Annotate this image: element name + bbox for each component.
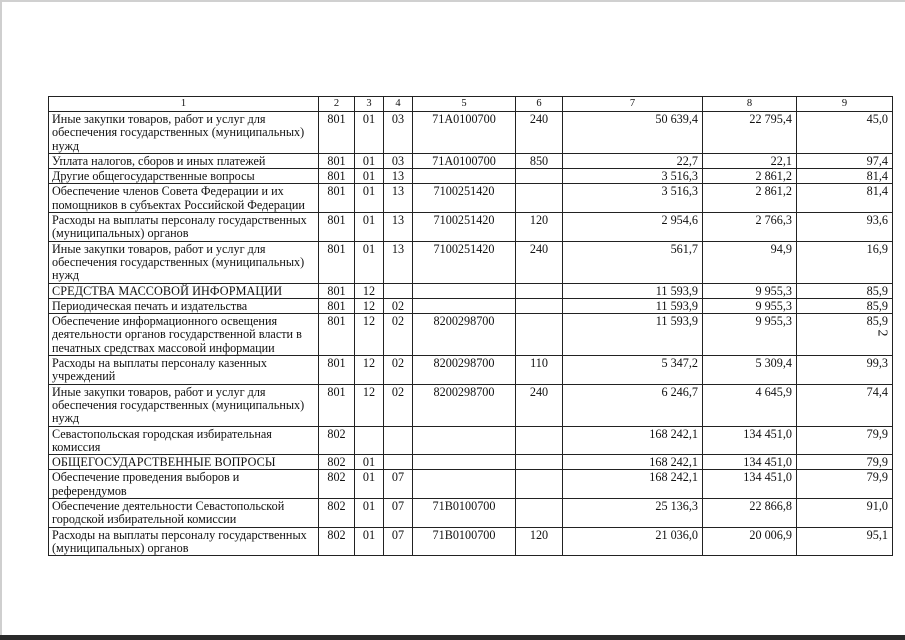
table-row bbox=[49, 527, 893, 556]
plan-amount: 22,7 bbox=[563, 153, 703, 168]
target-article-code bbox=[413, 470, 516, 499]
item-name: Севастопольская городская избирательная комиссия bbox=[49, 426, 319, 455]
item-name: Расходы на выплаты персоналу государственных (муниципальных) органов bbox=[49, 213, 319, 242]
expense-type-code: 110 bbox=[516, 356, 563, 385]
plan-amount: 25 136,3 bbox=[563, 499, 703, 528]
section-code: 01 bbox=[355, 153, 384, 168]
budget-table bbox=[48, 96, 893, 556]
executed-amount: 22,1 bbox=[703, 153, 797, 168]
executed-amount: 2 861,2 bbox=[703, 184, 797, 213]
section-code: 12 bbox=[355, 298, 384, 313]
expense-type-code: 120 bbox=[516, 213, 563, 242]
plan-amount: 11 593,9 bbox=[563, 283, 703, 298]
item-name: Иные закупки товаров, работ и услуг для обеспечения государственных (муниципальных) нужд bbox=[49, 112, 319, 154]
executed-amount: 134 451,0 bbox=[703, 455, 797, 470]
item-name: Другие общегосударственные вопросы bbox=[49, 169, 319, 184]
executed-amount: 134 451,0 bbox=[703, 470, 797, 499]
plan-amount: 21 036,0 bbox=[563, 527, 703, 556]
target-article-code bbox=[413, 169, 516, 184]
execution-percent: 85,9 bbox=[797, 283, 893, 298]
target-article-code: 71В0100700 bbox=[413, 499, 516, 528]
execution-percent: 91,0 bbox=[797, 499, 893, 528]
table-row bbox=[49, 499, 893, 528]
target-article-code: 7100251420 bbox=[413, 184, 516, 213]
table-row bbox=[49, 384, 893, 426]
target-article-code: 8200298700 bbox=[413, 384, 516, 426]
subsection-code: 02 bbox=[384, 384, 413, 426]
execution-percent: 74,4 bbox=[797, 384, 893, 426]
plan-amount: 5 347,2 bbox=[563, 356, 703, 385]
table-row bbox=[49, 213, 893, 242]
ministry-code: 801 bbox=[319, 314, 355, 356]
subsection-code bbox=[384, 426, 413, 455]
executed-amount: 2 861,2 bbox=[703, 169, 797, 184]
section-code: 01 bbox=[355, 499, 384, 528]
executed-amount: 9 955,3 bbox=[703, 298, 797, 313]
table-row bbox=[49, 283, 893, 298]
executed-amount: 22 795,4 bbox=[703, 112, 797, 154]
plan-amount: 561,7 bbox=[563, 241, 703, 283]
table-row bbox=[49, 184, 893, 213]
item-name: Уплата налогов, сборов и иных платежей bbox=[49, 153, 319, 168]
subsection-code: 03 bbox=[384, 112, 413, 154]
scan-edge-left bbox=[0, 0, 2, 640]
target-article-code bbox=[413, 298, 516, 313]
item-name: СРЕДСТВА МАССОВОЙ ИНФОРМАЦИИ bbox=[49, 283, 319, 298]
column-header: 3 bbox=[355, 97, 384, 112]
ministry-code: 802 bbox=[319, 499, 355, 528]
table-row bbox=[49, 298, 893, 313]
expense-type-code: 850 bbox=[516, 153, 563, 168]
plan-amount: 168 242,1 bbox=[563, 455, 703, 470]
subsection-code: 13 bbox=[384, 213, 413, 242]
section-code: 01 bbox=[355, 169, 384, 184]
expense-type-code bbox=[516, 283, 563, 298]
item-name: Периодическая печать и издательства bbox=[49, 298, 319, 313]
table-row bbox=[49, 169, 893, 184]
expense-type-code bbox=[516, 169, 563, 184]
ministry-code: 801 bbox=[319, 184, 355, 213]
column-header: 9 bbox=[797, 97, 893, 112]
expense-type-code bbox=[516, 314, 563, 356]
column-header: 1 bbox=[49, 97, 319, 112]
section-code: 01 bbox=[355, 112, 384, 154]
item-name: Расходы на выплаты персоналу государственных (муниципальных) органов bbox=[49, 527, 319, 556]
subsection-code: 13 bbox=[384, 169, 413, 184]
table-row bbox=[49, 426, 893, 455]
subsection-code: 13 bbox=[384, 241, 413, 283]
plan-amount: 3 516,3 bbox=[563, 169, 703, 184]
column-header: 5 bbox=[413, 97, 516, 112]
subsection-code: 07 bbox=[384, 499, 413, 528]
item-name: ОБЩЕГОСУДАРСТВЕННЫЕ ВОПРОСЫ bbox=[49, 455, 319, 470]
column-header: 8 bbox=[703, 97, 797, 112]
ministry-code: 801 bbox=[319, 213, 355, 242]
subsection-code: 02 bbox=[384, 298, 413, 313]
item-name: Обеспечение проведения выборов и референдумов bbox=[49, 470, 319, 499]
subsection-code: 07 bbox=[384, 527, 413, 556]
executed-amount: 20 006,9 bbox=[703, 527, 797, 556]
column-header: 4 bbox=[384, 97, 413, 112]
table-row bbox=[49, 314, 893, 356]
target-article-code: 7100251420 bbox=[413, 241, 516, 283]
table-row bbox=[49, 356, 893, 385]
ministry-code: 802 bbox=[319, 426, 355, 455]
plan-amount: 6 246,7 bbox=[563, 384, 703, 426]
section-code: 01 bbox=[355, 184, 384, 213]
expense-type-code: 120 bbox=[516, 527, 563, 556]
target-article-code: 71А0100700 bbox=[413, 112, 516, 154]
section-code: 01 bbox=[355, 241, 384, 283]
subsection-code: 13 bbox=[384, 184, 413, 213]
ministry-code: 801 bbox=[319, 153, 355, 168]
ministry-code: 801 bbox=[319, 384, 355, 426]
column-header: 6 bbox=[516, 97, 563, 112]
execution-percent: 93,6 bbox=[797, 213, 893, 242]
plan-amount: 50 639,4 bbox=[563, 112, 703, 154]
expense-type-code bbox=[516, 499, 563, 528]
expense-type-code: 240 bbox=[516, 112, 563, 154]
expense-type-code bbox=[516, 455, 563, 470]
expense-type-code bbox=[516, 184, 563, 213]
executed-amount: 94,9 bbox=[703, 241, 797, 283]
table-row bbox=[49, 153, 893, 168]
expense-type-code bbox=[516, 470, 563, 499]
target-article-code: 7100251420 bbox=[413, 213, 516, 242]
plan-amount: 11 593,9 bbox=[563, 314, 703, 356]
target-article-code: 8200298700 bbox=[413, 314, 516, 356]
executed-amount: 4 645,9 bbox=[703, 384, 797, 426]
plan-amount: 2 954,6 bbox=[563, 213, 703, 242]
scan-edge-top bbox=[0, 0, 905, 2]
execution-percent: 79,9 bbox=[797, 426, 893, 455]
section-code: 12 bbox=[355, 283, 384, 298]
section-code: 01 bbox=[355, 455, 384, 470]
subsection-code: 02 bbox=[384, 314, 413, 356]
subsection-code bbox=[384, 283, 413, 298]
execution-percent: 99,3 bbox=[797, 356, 893, 385]
plan-amount: 168 242,1 bbox=[563, 426, 703, 455]
ministry-code: 802 bbox=[319, 527, 355, 556]
execution-percent: 95,1 bbox=[797, 527, 893, 556]
target-article-code: 71В0100700 bbox=[413, 527, 516, 556]
target-article-code bbox=[413, 455, 516, 470]
subsection-code bbox=[384, 455, 413, 470]
table-row bbox=[49, 470, 893, 499]
table-row bbox=[49, 455, 893, 470]
execution-percent: 85,9 bbox=[797, 314, 893, 356]
section-code: 01 bbox=[355, 213, 384, 242]
item-name: Иные закупки товаров, работ и услуг для обеспечения государственных (муниципальных) нужд bbox=[49, 241, 319, 283]
expense-type-code: 240 bbox=[516, 241, 563, 283]
target-article-code bbox=[413, 283, 516, 298]
item-name: Иные закупки товаров, работ и услуг для обеспечения государственных (муниципальных) нужд bbox=[49, 384, 319, 426]
executed-amount: 5 309,4 bbox=[703, 356, 797, 385]
executed-amount: 9 955,3 bbox=[703, 283, 797, 298]
ministry-code: 801 bbox=[319, 356, 355, 385]
executed-amount: 2 766,3 bbox=[703, 213, 797, 242]
expense-type-code: 240 bbox=[516, 384, 563, 426]
execution-percent: 79,9 bbox=[797, 455, 893, 470]
scan-edge-bottom bbox=[0, 635, 905, 640]
execution-percent: 97,4 bbox=[797, 153, 893, 168]
ministry-code: 802 bbox=[319, 470, 355, 499]
executed-amount: 9 955,3 bbox=[703, 314, 797, 356]
execution-percent: 16,9 bbox=[797, 241, 893, 283]
execution-percent: 81,4 bbox=[797, 184, 893, 213]
column-header: 2 bbox=[319, 97, 355, 112]
section-code: 12 bbox=[355, 314, 384, 356]
subsection-code: 03 bbox=[384, 153, 413, 168]
item-name: Обеспечение информационного освещения деятельности органов государственной власти в печатных средствах массовой информации bbox=[49, 314, 319, 356]
section-code bbox=[355, 426, 384, 455]
ministry-code: 801 bbox=[319, 283, 355, 298]
section-code: 01 bbox=[355, 527, 384, 556]
subsection-code: 07 bbox=[384, 470, 413, 499]
ministry-code: 802 bbox=[319, 455, 355, 470]
expense-type-code bbox=[516, 298, 563, 313]
column-header: 7 bbox=[563, 97, 703, 112]
plan-amount: 168 242,1 bbox=[563, 470, 703, 499]
ministry-code: 801 bbox=[319, 241, 355, 283]
execution-percent: 85,9 bbox=[797, 298, 893, 313]
expense-type-code bbox=[516, 426, 563, 455]
ministry-code: 801 bbox=[319, 112, 355, 154]
execution-percent: 79,9 bbox=[797, 470, 893, 499]
executed-amount: 22 866,8 bbox=[703, 499, 797, 528]
executed-amount: 134 451,0 bbox=[703, 426, 797, 455]
table-row bbox=[49, 241, 893, 283]
item-name: Обеспечение деятельности Севастопольской городской избирательной комиссии bbox=[49, 499, 319, 528]
item-name: Обеспечение членов Совета Федерации и их помощников в субъектах Российской Федерации bbox=[49, 184, 319, 213]
target-article-code: 8200298700 bbox=[413, 356, 516, 385]
table-row bbox=[49, 112, 893, 154]
target-article-code bbox=[413, 426, 516, 455]
section-code: 12 bbox=[355, 356, 384, 385]
subsection-code: 02 bbox=[384, 356, 413, 385]
target-article-code: 71А0100700 bbox=[413, 153, 516, 168]
page-number: 2 bbox=[874, 329, 890, 337]
item-name: Расходы на выплаты персоналу казенных учреждений bbox=[49, 356, 319, 385]
plan-amount: 3 516,3 bbox=[563, 184, 703, 213]
section-code: 12 bbox=[355, 384, 384, 426]
table-header-row bbox=[49, 97, 893, 112]
section-code: 01 bbox=[355, 470, 384, 499]
plan-amount: 11 593,9 bbox=[563, 298, 703, 313]
ministry-code: 801 bbox=[319, 298, 355, 313]
execution-percent: 45,0 bbox=[797, 112, 893, 154]
ministry-code: 801 bbox=[319, 169, 355, 184]
execution-percent: 81,4 bbox=[797, 169, 893, 184]
